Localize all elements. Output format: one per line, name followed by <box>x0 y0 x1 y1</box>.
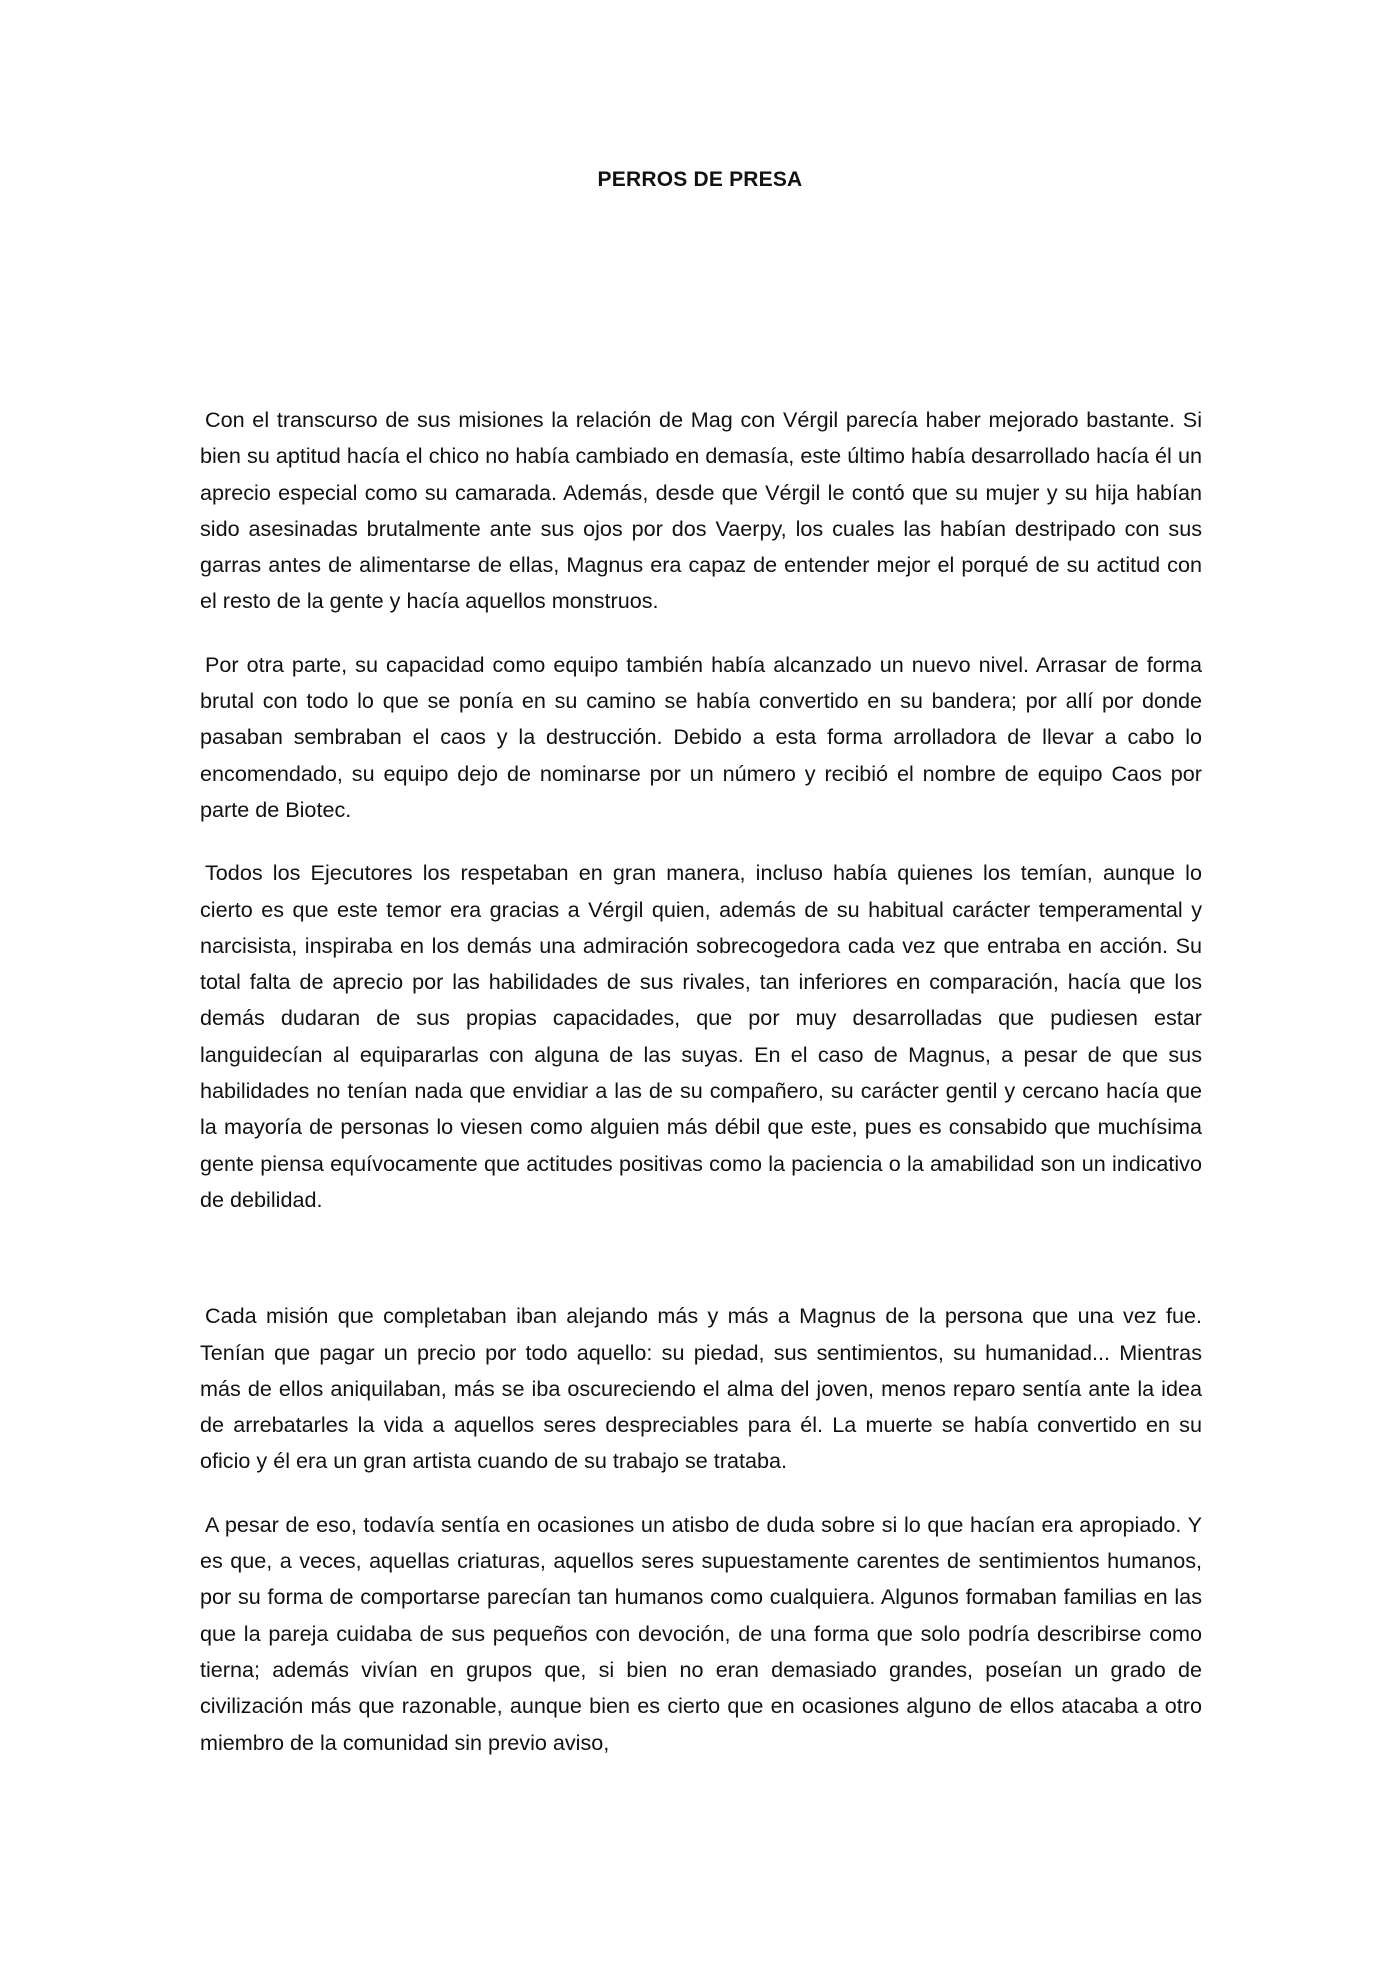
paragraph: Con el transcurso de sus misiones la relación de Mag con Vérgil parecía haber mejorado bastante. Si bien su aptitud hacía el chico no había cambiado en demasía, este último había desarrollado hacía él un aprecio especial como su camarada. Además, desde que Vérgil le contó que su mujer y su hija habían sido asesinadas brutalmente ante sus ojos por dos Vaerpy, los cuales las habían destripado con sus garras antes de alimentarse de ellas, Magnus era capaz de entender mejor el porqué de su actitud con el resto de la gente y hacía aquellos monstruos. <box>200 407 1202 614</box>
paragraph: Por otra parte, su capacidad como equipo también había alcanzado un nuevo nivel. Arrasar de forma brutal con todo lo que se ponía en su camino se había convertido en su bandera; por allí por donde pasaban sembraban el caos y la destrucción. Debido a esta forma arrolladora de llevar a cabo lo encomendado, su equipo dejo de nominarse por un número y recibió el nombre de equipo Caos por parte de Biotec. <box>200 651 1202 822</box>
document-title: PERROS DE PRESA <box>597 168 803 191</box>
document-body <box>200 402 1202 1788</box>
paragraph: A pesar de eso, todavía sentía en ocasiones un atisbo de duda sobre si lo que hacían era apropiado. Y es que, a veces, aquellas criaturas, aquellos seres supuestamente carentes de sentimientos humanos, por su forma de comportarse parecían tan humanos como cualquiera. Algunos formaban familias en las que la pareja cuidaba de sus pequeños con devoción, de una forma que solo podría describirse como tierna; además vivían en grupos que, si bien no eran demasiado grandes, poseían un grado de civilización más que razonable, aunque bien es cierto que en ocasiones alguno de ellos atacaba a otro miembro de la comunidad sin previo aviso, <box>200 1511 1202 1755</box>
paragraph: Todos los Ejecutores los respetaban en gran manera, incluso había quienes los temían, aunque lo cierto es que este temor era gracias a Vérgil quien, además de su habitual carácter temperamental y narcisista, inspiraba en los demás una admiración sobrecogedora cada vez que entraba en acción. Su total falta de aprecio por las habilidades de sus rivales, tan inferiores en comparación, hacía que los demás dudaran de sus propias capacidades, que por muy desarrolladas que pudiesen estar languidecían al equipararlas con alguna de las suyas. En el caso de Magnus, a pesar de que sus habilidades no tenían nada que envidiar a las de su compañero, su carácter gentil y cercano hacía que la mayoría de personas lo viesen como alguien más débil que este, pues es consabido que muchísima gente piensa equívocamente que actitudes positivas como la paciencia o la amabilidad son un indicativo de debilidad. <box>200 860 1202 1212</box>
paragraph: Cada misión que completaban iban alejando más y más a Magnus de la persona que una vez fue. Tenían que pagar un precio por todo aquello: su piedad, sus sentimientos, su humanidad... Mientras más de ellos aniquilaban, más se iba oscureciendo el alma del joven, menos reparo sentía ante la idea de arrebatarles la vida a aquellos seres despreciables para él. La muerte se había convertido en su oficio y él era un gran artista cuando de su trabajo se trataba. <box>200 1303 1202 1474</box>
